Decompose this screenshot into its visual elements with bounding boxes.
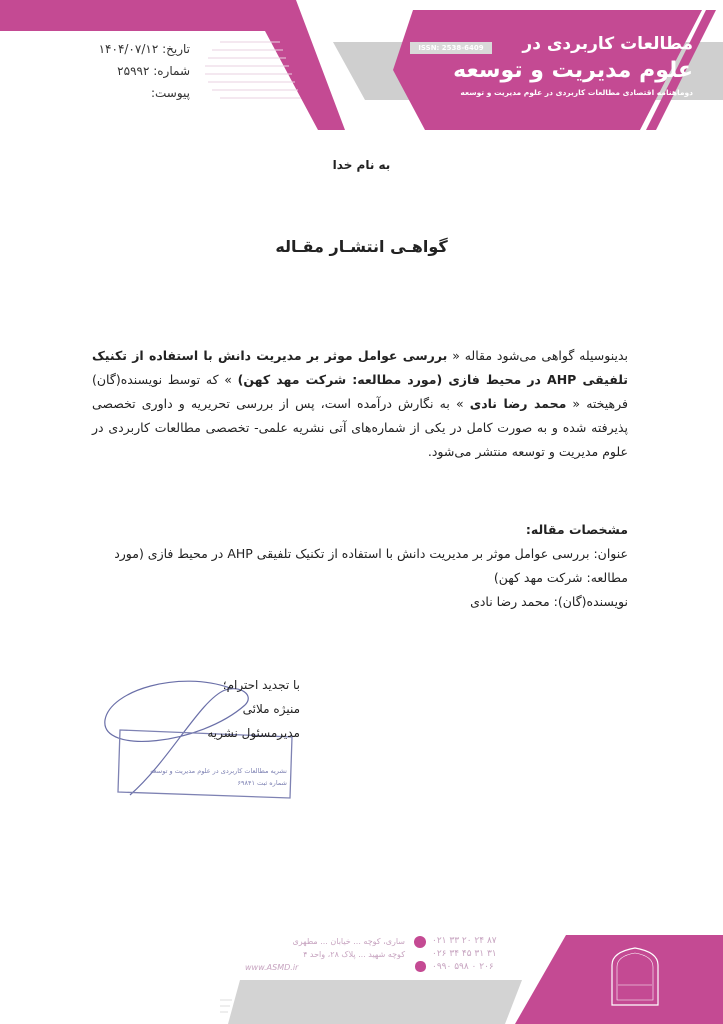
- letter-attachment: پیوست:: [150, 86, 190, 100]
- issn-badge: ISSN: 2538-6409: [410, 42, 492, 54]
- journal-title-line2: علوم مدیریت و توسعه: [453, 58, 693, 83]
- letter-meta: [70, 38, 190, 104]
- phone-icon: [414, 936, 426, 948]
- stamp-text2: شماره ثبت ۶۹۸۴۱: [237, 779, 287, 787]
- body-mid: » که توسط نویسنده(گان) فرهیخته «: [92, 372, 628, 411]
- certificate-body: [92, 344, 628, 464]
- phone-1: ۰۲۱ ۳۳ ۲۰ ۲۴ ۸۷: [432, 936, 497, 946]
- letter-number: شماره: ۲۵۹۹۲: [117, 64, 190, 78]
- footer-pink-panel: [515, 935, 723, 1024]
- mobile-icon: [415, 961, 426, 972]
- footer-gray-band: [228, 980, 522, 1024]
- author-name: محمد رضا نادی: [469, 396, 567, 411]
- page-title: گواهـی انتشـار مقـاله: [275, 237, 448, 256]
- footer-stripes: [220, 1000, 232, 1012]
- phone-2: ۰۲۶ ۳۴ ۴۵ ۳۱ ۳۱: [432, 949, 497, 959]
- specs-heading: مشخصات مقاله:: [525, 522, 628, 537]
- article-specs: [92, 518, 628, 614]
- article-title: بررسی عوامل موثر بر مدیریت دانش با استفاده از تکنیک تلفیقی AHP در محیط فازی (مورد مطالعه: شرکت مهد کهن): [92, 348, 628, 387]
- footer-address: [245, 935, 405, 974]
- journal-subtitle: دوماهنامه اقتصادی مطالعات کاربردی در علوم مدیریت و توسعه: [460, 88, 693, 97]
- address-line2: کوچه شهید ... پلاک ۲۸، واحد ۴: [303, 950, 405, 959]
- bismillah: به نام خدا: [332, 158, 391, 172]
- signer-role: مدیرمسئول نشریه: [207, 726, 300, 740]
- journal-title-line1: مطالعات کاربردی در: [522, 34, 693, 54]
- specs-authors: نویسنده(گان): محمد رضا نادی: [470, 594, 628, 609]
- mobile-number: ۰۹۹۰ ۵۹۸ ۰ ۲۰۶: [432, 962, 494, 972]
- stamp-text1: نشریه مطالعات کاربردی در علوم مدیریت و توسعه: [150, 767, 287, 775]
- address-line1: ساری، کوچه ... خیابان ... مطهری: [292, 937, 405, 946]
- signer-name: منیژه ملائی: [242, 702, 300, 716]
- regards: با تجدید احترام؛: [222, 678, 300, 692]
- website-link[interactable]: www.ASMD.ir: [245, 963, 299, 972]
- stamp: [122, 765, 287, 789]
- signature-block: [200, 673, 300, 745]
- body-intro: بدینوسیله گواهی می‌شود مقاله «: [447, 348, 628, 363]
- letter-date: تاریخ: ۱۴۰۴/۰۷/۱۲: [98, 42, 190, 56]
- footer-phones: [432, 935, 532, 974]
- body-end: » به نگارش درآمده است، پس از بررسی تحریریه و داوری تخصصی پذیرفته شده و به صورت کامل در یکی از شماره‌های آتی نشریه علمی- تخصصی مطالعات کاربردی در علوم مدیریت و توسعه منتشر می‌شود.: [92, 396, 628, 459]
- specs-title: عنوان: بررسی عوامل موثر بر مدیریت دانش با استفاده از تکنیک تلفیقی AHP در محیط فازی (مورد مطالعه: شرکت مهد کهن): [114, 546, 628, 585]
